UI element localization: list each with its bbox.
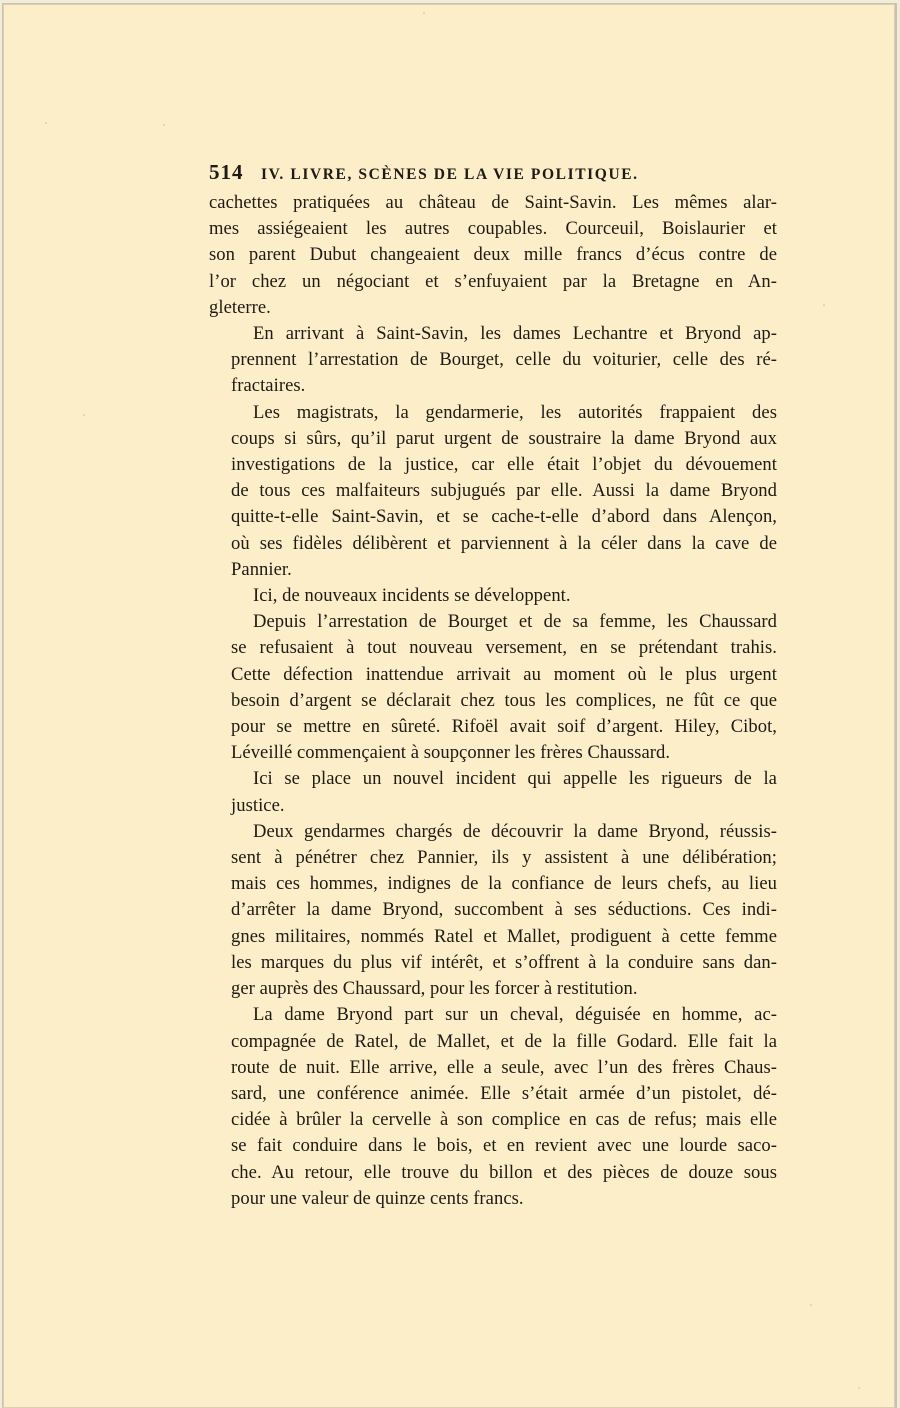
text-line: d’arrêter la dame Bryond, succombent à ses séductions. Ces indi- xyxy=(231,899,777,921)
text-line: justice. xyxy=(231,794,285,816)
paper-speck xyxy=(83,414,85,416)
body-text xyxy=(209,190,777,1212)
text-line: La dame Bryond part sur un cheval, déguisée en homme, ac- xyxy=(253,1004,777,1026)
paper-speck xyxy=(423,12,425,14)
text-line: che. Au retour, elle trouve du billon et des pièces de douze sous xyxy=(231,1161,777,1183)
running-head-title: IV. LIVRE, SCÈNES DE LA VIE POLITIQUE. xyxy=(261,166,639,183)
paper-speck xyxy=(858,1387,860,1389)
text-line: route de nuit. Elle arrive, elle a seule, avec l’un des frères Chaus- xyxy=(231,1056,777,1078)
paragraph xyxy=(209,321,777,400)
text-line: cidée à brûler la cervelle à son complice en cas de refus; mais elle xyxy=(231,1109,777,1131)
text-line: quitte-t-elle Saint-Savin, et se cache-t-elle d’abord dans Alençon, xyxy=(231,506,777,528)
text-line: son parent Dubut changeaient deux mille francs d’écus contre de xyxy=(209,244,777,266)
paper-speck xyxy=(823,304,825,306)
text-line: se fait conduire dans le bois, et en revient avec une lourde saco- xyxy=(231,1135,777,1157)
paragraph xyxy=(209,609,777,766)
text-line: les marques du plus vif intérêt, et s’offrent à la conduire sans dan- xyxy=(231,951,777,973)
text-line: de tous ces malfaiteurs subjugués par elle. Aussi la dame Bryond xyxy=(231,480,777,502)
text-line: Pannier. xyxy=(231,558,292,580)
text-line: prennent l’arrestation de Bourget, celle du voiturier, celle des ré- xyxy=(231,349,777,371)
text-line: ger auprès des Chaussard, pour les forcer à restitution. xyxy=(231,978,638,1000)
text-line: Ici, de nouveaux incidents se développent. xyxy=(253,585,571,607)
paragraph xyxy=(209,1002,777,1212)
paragraph xyxy=(209,400,777,583)
paper-speck xyxy=(163,124,165,126)
text-line: pour se mettre en sûreté. Rifoël avait soif d’argent. Hiley, Cibot, xyxy=(231,716,777,738)
text-line: Léveillé commençaient à soupçonner les frères Chaussard. xyxy=(231,742,671,764)
text-line: Les magistrats, la gendarmerie, les autorités frappaient des xyxy=(253,401,777,423)
text-line: Cette défection inattendue arrivait au moment où le plus urgent xyxy=(231,663,777,685)
text-line: sard, une conférence animée. Elle s’était armée d’un pistolet, dé- xyxy=(231,1082,777,1104)
paper-speck xyxy=(45,122,47,124)
text-line: Depuis l’arrestation de Bourget et de sa femme, les Chaussard xyxy=(253,611,777,633)
text-line: cachettes pratiquées au château de Saint-Savin. Les mêmes alar- xyxy=(209,192,777,213)
text-line: En arrivant à Saint-Savin, les dames Lechantre et Bryond ap- xyxy=(253,323,777,345)
text-line: pour une valeur de quinze cents francs. xyxy=(231,1187,524,1209)
text-line: mais ces hommes, indignes de la confiance de leurs chefs, au lieu xyxy=(231,873,777,895)
paragraph xyxy=(209,190,777,321)
text-line: gleterre. xyxy=(209,296,271,318)
text-line: investigations de la justice, car elle était l’objet du dévouement xyxy=(231,454,777,476)
text-line: sent à pénétrer chez Pannier, ils y assistent à une délibération; xyxy=(231,847,777,869)
text-line: gnes militaires, nommés Ratel et Mallet, prodiguent à cette femme xyxy=(231,925,777,947)
text-line: se refusaient à tout nouveau versement, en se prétendant trahis. xyxy=(231,637,777,659)
text-line: où ses fidèles délibèrent et parviennent à la céler dans la cave de xyxy=(231,532,777,554)
paragraph xyxy=(209,583,777,609)
text-line: besoin d’argent se déclarait chez tous les complices, ne fût ce que xyxy=(231,689,777,711)
text-line: coups si sûrs, qu’il parut urgent de soustraire la dame Bryond aux xyxy=(231,427,777,449)
paragraph xyxy=(209,766,777,818)
text-line: Deux gendarmes chargés de découvrir la dame Bryond, réussis- xyxy=(253,820,777,842)
paragraph xyxy=(209,819,777,1002)
text-line: fractaires. xyxy=(231,375,306,397)
text-line: mes assiégeaient les autres coupables. Courceuil, Boislaurier et xyxy=(209,218,777,240)
page-content xyxy=(209,160,777,1212)
text-line: compagnée de Ratel, de Mallet, et de la fille Godard. Elle fait la xyxy=(231,1030,777,1052)
page-number: 514 xyxy=(209,160,244,184)
text-line: l’or chez un négociant et s’enfuyaient par la Bretagne en An- xyxy=(209,270,777,292)
running-head xyxy=(209,160,777,188)
text-line: Ici se place un nouvel incident qui appelle les rigueurs de la xyxy=(253,768,777,790)
book-page xyxy=(2,3,897,1408)
paper-speck xyxy=(810,1304,812,1306)
